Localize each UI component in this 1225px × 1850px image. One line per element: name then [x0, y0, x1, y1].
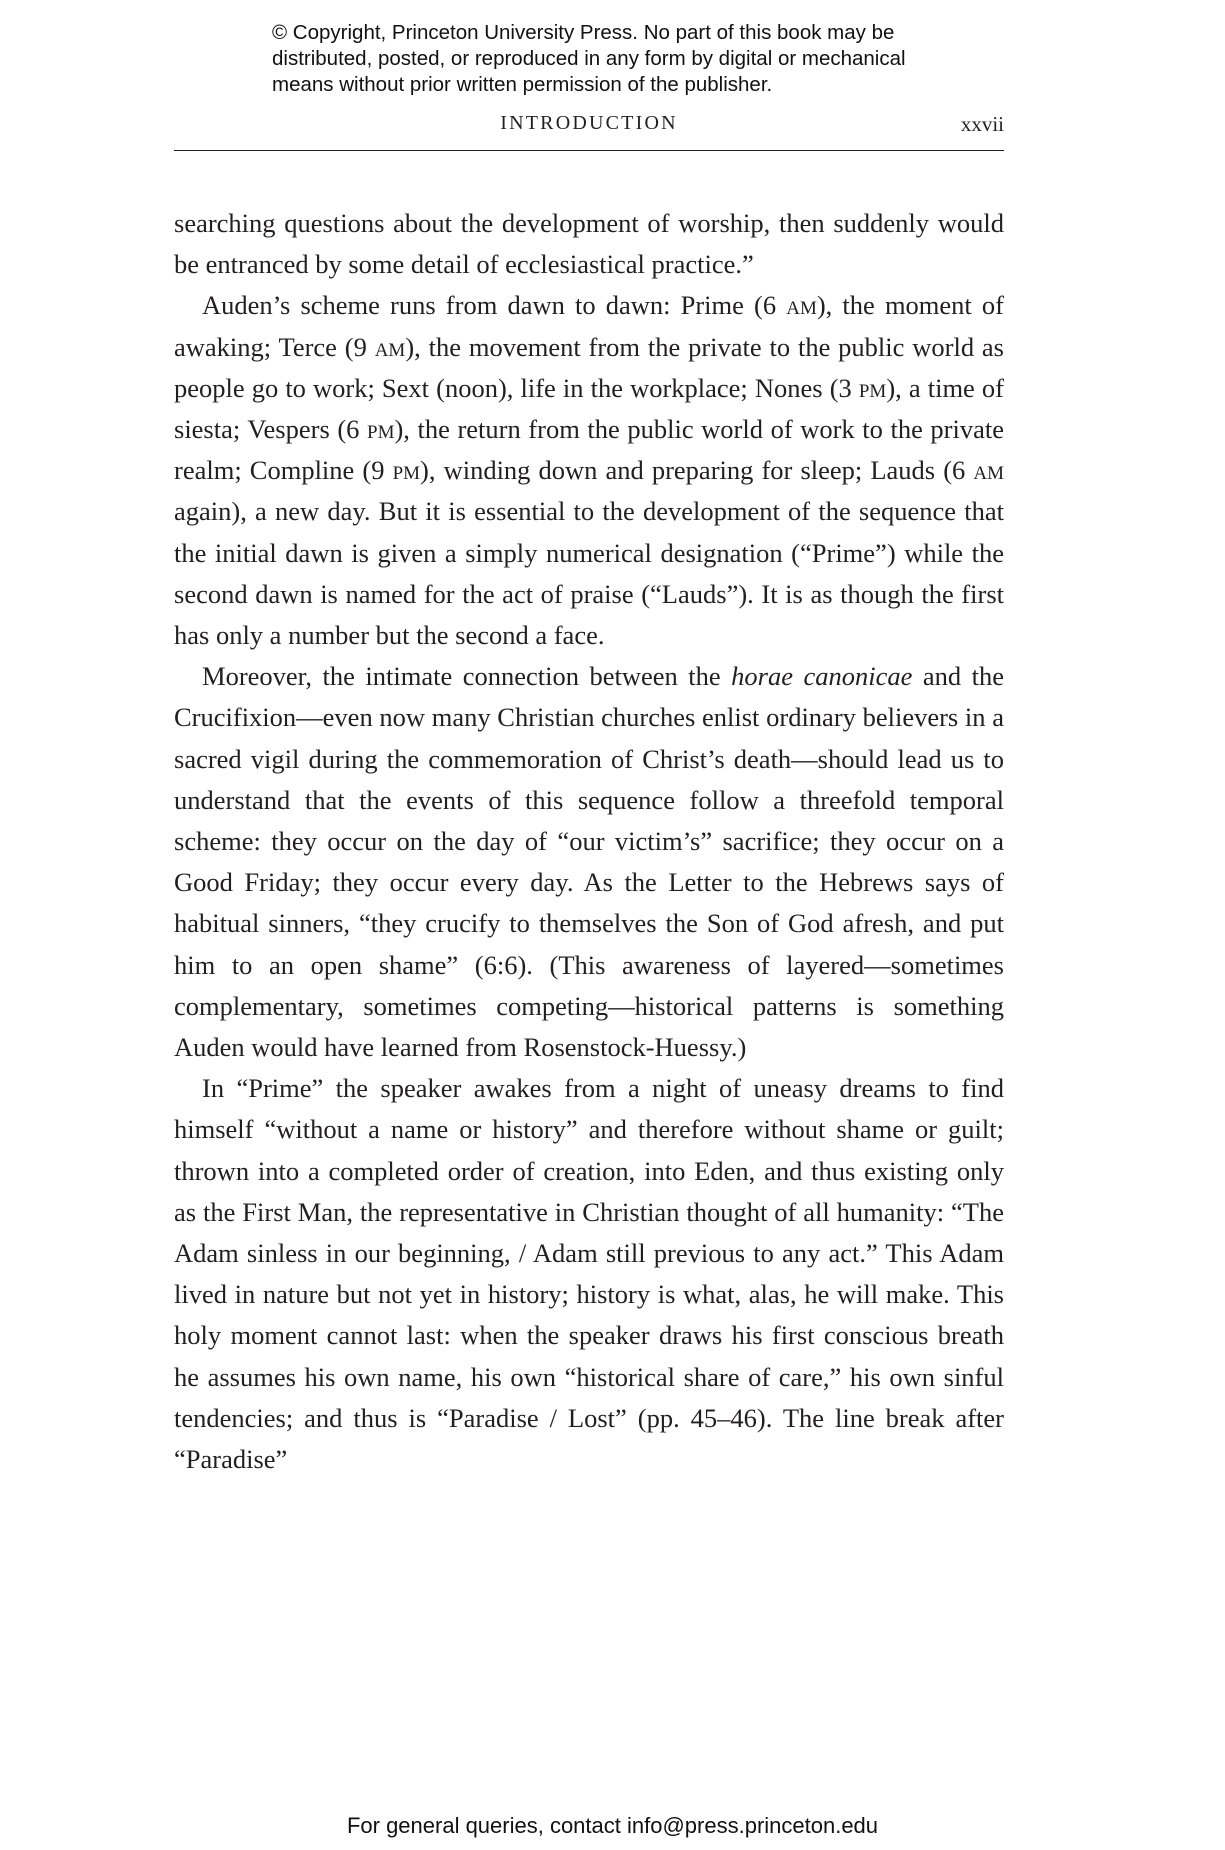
paragraph-2-text: ), a time of siesta; Vespers (6 [174, 372, 1004, 445]
paragraph-2 [174, 285, 1004, 656]
paragraph-2-text: Auden’s scheme runs from dawn to dawn: Prime (6 [202, 290, 787, 321]
paragraph-3-text: Moreover, the intimate connection between the [202, 661, 732, 692]
time-abbreviation: am [973, 455, 1004, 486]
copyright-line-3: means without prior written permission of the publisher. [272, 73, 773, 96]
body-text [174, 203, 1004, 1480]
italic-term: horae canonicae [731, 661, 913, 692]
time-abbreviation: am [786, 290, 817, 321]
time-abbreviation: pm [392, 455, 421, 486]
time-abbreviation: pm [367, 414, 395, 445]
running-head [174, 112, 1004, 151]
page-number: xxvii [960, 112, 1004, 136]
copyright-line-1: © Copyright, Princeton University Press. No part of this book may be [272, 21, 895, 44]
running-head-title: INTRODUCTION [500, 112, 678, 134]
paragraph-2-text: ), winding down and preparing for sleep; Lauds (6 [420, 455, 974, 486]
paragraph-2-text: ), the return from the public world of work to the private realm; Compline (9 [174, 414, 1004, 486]
paragraph-3-text: and the Crucifixion—even now many Christian churches enlist ordinary believers in a sacred vigil during the commemoration of Christ’s death—should lead us to understand that the events of this sequence follow a threefold temporal scheme: they occur on the day of “our victim’s” sacrifice; they occur on a Good Friday; they occur every day. As the Letter to the Hebrews says of habitual sinners, “they crucify to themselves the Son of God afresh, and put him to an open shame” (6:6). (This awareness of layered—sometimes complementary, sometimes competing—historical patterns is something Auden would have learned from Rosenstock-Huessy.) [174, 661, 1004, 1063]
copyright-line-2: distributed, posted, or reproduced in any form by digital or mechanical [272, 47, 906, 70]
time-abbreviation: pm [858, 372, 887, 403]
time-abbreviation: am [374, 331, 406, 362]
paragraph-2-text: again), a new day. But it is essential to the development of the sequence that the initial dawn is given a simply numerical designation (“Prime”) while the second dawn is named for the act of praise (“Lauds”). It is as though the first has only a number but the second a face. [174, 496, 1004, 651]
paragraph-3 [174, 656, 1004, 1068]
footer-contact: For general queries, contact info@press.princeton.edu [346, 1813, 879, 1838]
paragraph-1: searching questions about the development of worship, then suddenly would be entranced by some detail of ecclesiastical practice.” [174, 208, 1004, 280]
copyright-notice [272, 20, 1032, 98]
paragraph-2-text: ), the movement from the private to the public world as people go to work; Sext (noon), life in the workplace; Nones (3 [174, 331, 1004, 403]
paragraph-2-text: ), the moment of awaking; Terce (9 [174, 290, 1004, 362]
paragraph-4: In “Prime” the speaker awakes from a night of uneasy dreams to find himself “without a name or history” and therefore without shame or guilt; thrown into a completed order of creation, into Eden, and thus existing only as the First Man, the representative in Christian thought of all humanity: “The Adam sinless in our beginning, / Adam still previous to any act.” This Adam lived in nature but not yet in history; history is what, alas, he will make. This holy moment cannot last: when the speaker draws his first conscious breath he assumes his own name, his own “historical share of care,” his own sinful tendencies; and thus is “Paradise / Lost” (pp. 45–46). The line break after “Paradise” [174, 1073, 1004, 1475]
